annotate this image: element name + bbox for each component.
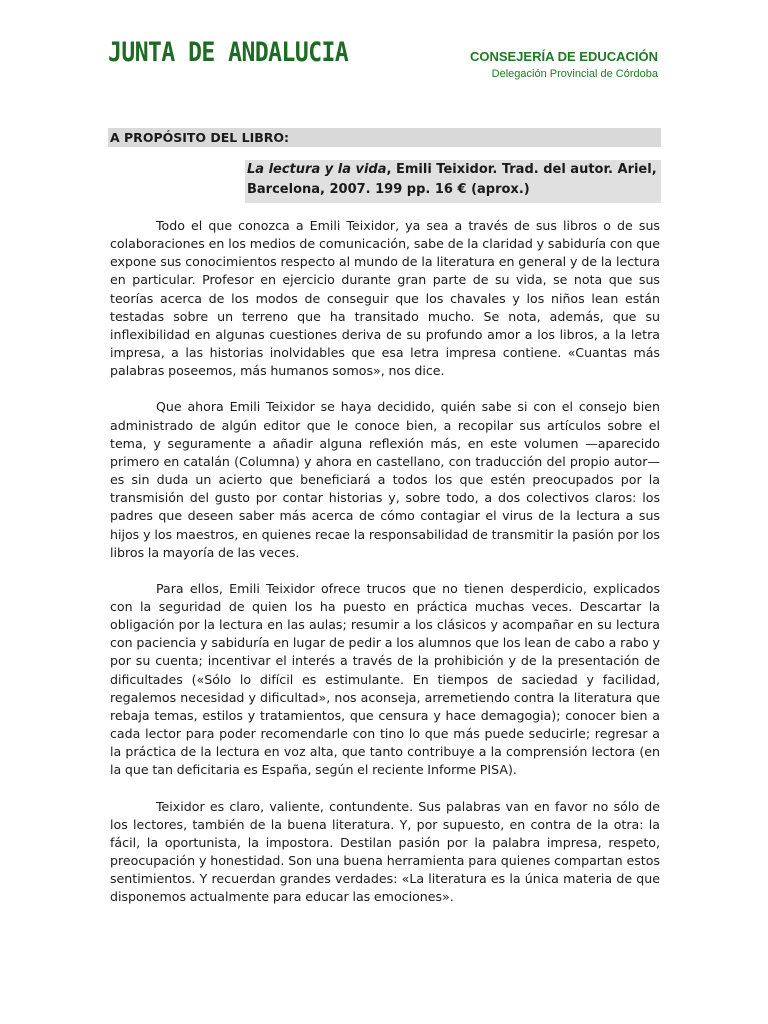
section-heading: A PROPÓSITO DEL LIBRO: bbox=[108, 128, 661, 147]
delegation-subtitle: Delegación Provincial de Córdoba bbox=[491, 68, 658, 80]
org-logo-text: JUNTA DE ANDALUCIA bbox=[108, 38, 349, 68]
book-reference bbox=[245, 160, 661, 203]
book-details: , Emili Teixidor. Trad. del autor. Ariel, Barcelona, 2007. 199 pp. 16 € (aprox.) bbox=[247, 162, 657, 197]
paragraph-2: Que ahora Emili Teixidor se haya decidido, quién sabe si con el consejo bien administrado de algún editor que le conoce bien, a recopilar sus artículos sobre el tema, y seguramente a añadir alguna reflexión más, en este volumen —aparecido primero en catalán (Columna) y ahora en castellano, con traducción del propio autor— es sin duda un acierto que beneficiará a todos los que estén preocupados por la transmisión del gusto por contar historias y, sobre todo, a dos colectivos claros: los padres que deseen saber más acerca de cómo contagiar el virus de la lectura a sus hijos y los maestros, en quienes recae la responsabilidad de transmitir la pasión por los libros la mayoría de las veces. bbox=[110, 399, 660, 560]
book-title: La lectura y la vida bbox=[247, 162, 387, 177]
paragraph-4: Teixidor es claro, valiente, contundente. Sus palabras van en favor no sólo de los lectores, también de la buena literatura. Y, por supuesto, en contra de la otra: la fácil, la oportunista, la impostora. Destilan pasión por la palabra impresa, respeto, preocupación y honestidad. Son una buena herramienta para quienes compartan estos sentimientos. Y recuerdan grandes verdades: «La literatura es la única materia de que disponemos actualmente para educar las emociones». bbox=[110, 798, 660, 905]
department-title: CONSEJERÍA DE EDUCACIÓN bbox=[469, 49, 658, 64]
paragraph-1: Todo el que conozca a Emili Teixidor, ya sea a través de sus libros o de sus colaboraciones en los medios de comunicación, sabe de la claridad y sabiduría con que expone sus conocimientos respecto al mundo de la literatura en general y de la lectura en particular. Profesor en ejercicio durante gran parte de su vida, se nota que sus teorías acerca de los modos de conseguir que los chavales y los niños lean están testadas sobre un terreno que ha transitado mucho. Se nota, además, que su inflexibilidad en algunas cuestiones deriva de su profundo amor a los libros, a la letra impresa, a las historias inolvidables que esa letra impresa contiene. «Cuantas más palabras poseemos, más humanos somos», nos dice. bbox=[110, 218, 660, 379]
article-body bbox=[110, 217, 660, 924]
paragraph-3: Para ellos, Emili Teixidor ofrece trucos que no tienen desperdicio, explicados con la seguridad de quien los ha puesto en práctica muchas veces. Descartar la obligación por la lectura en las aulas; resumir a los clásicos y acompañar en su lectura con paciencia y sabiduría en lugar de pedir a los alumnos que los lean de cabo a rabo y por su cuenta; incentivar el interés a través de la prohibición y de la presentación de dificultades («Sólo lo difícil es estimulante. En tiempos de saciedad y facilidad, regalemos necesidad y dificultad», nos aconseja, arremetiendo contra la literatura que rebaja temas, estilos y tratamientos, que censura y hace demagogia); conocer bien a cada lector para poder recomendarle con tino lo que más puede seducirle; regresar a la práctica de la lectura en voz alta, que tanto contribuye a la comprensión lectora (en la que tan deficitaria es España, según el reciente Informe PISA). bbox=[110, 580, 660, 778]
